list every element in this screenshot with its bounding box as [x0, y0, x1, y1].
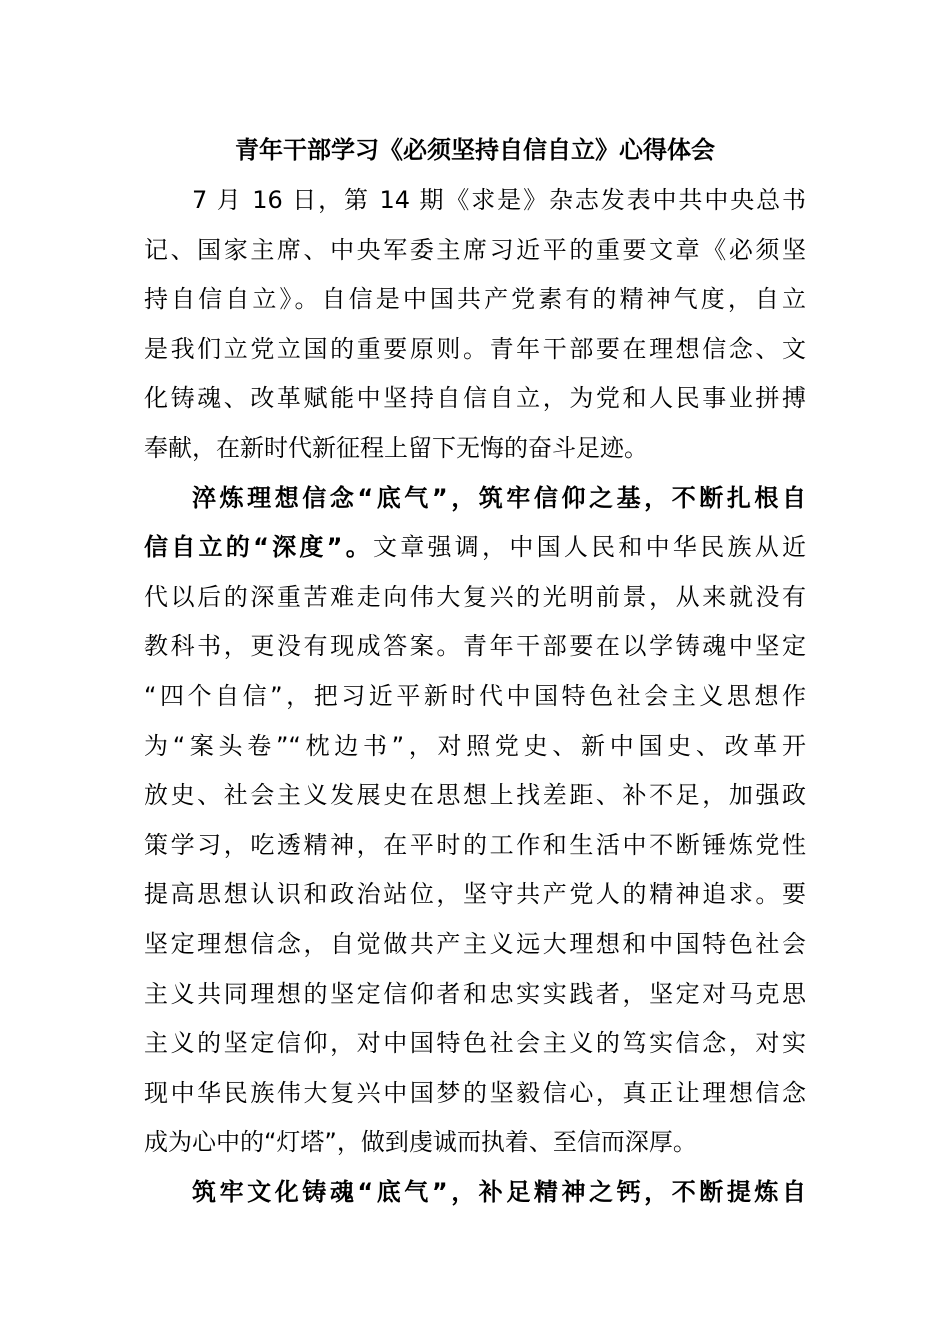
paragraph — [144, 474, 806, 1168]
body-text: 持自信自立》。自信是中国共产党素有的精神气度，自立 — [144, 285, 806, 314]
text-line — [144, 622, 806, 672]
text-line — [144, 1168, 806, 1218]
body-text: 是我们立党立国的重要原则。青年干部要在理想信念、文 — [144, 334, 806, 363]
text-line — [144, 821, 806, 871]
body-text: “四个自信”，把习近平新时代中国特色社会主义思想作 — [144, 681, 806, 710]
paragraph — [144, 1168, 806, 1218]
text-line — [144, 1118, 806, 1168]
body-text: 代以后的深重苦难走向伟大复兴的光明前景，从来就没有 — [144, 582, 806, 611]
text-line — [144, 325, 806, 375]
paragraph — [144, 176, 806, 474]
bold-heading-text: 筑牢文化铸魂“底气”，补足精神之钙，不断提炼自 — [192, 1177, 806, 1206]
text-line — [144, 920, 806, 970]
body-text: 文章强调，中国人民和中华民族从近 — [372, 533, 807, 562]
text-line — [144, 1069, 806, 1119]
text-line — [144, 1019, 806, 1069]
body-text: 7 月 16 日，第 14 期《求是》杂志发表中共中央总书 — [192, 186, 806, 214]
body-text: 为“案头卷”“枕边书”，对照党史、新中国史、改革开 — [144, 731, 806, 760]
text-line — [144, 970, 806, 1020]
body-text: 现中华民族伟大复兴中国梦的坚毅信心，真正让理想信念 — [144, 1078, 806, 1107]
body-text: 主义的坚定信仰，对中国特色社会主义的笃实信念，对实 — [144, 1029, 806, 1058]
body-text: 记、国家主席、中央军委主席习近平的重要文章《必须坚 — [144, 235, 806, 264]
body-text: 提高思想认识和政治站位，坚守共产党人的精神追求。要 — [144, 880, 806, 909]
document-body — [144, 176, 806, 1217]
text-line — [144, 176, 806, 226]
text-line — [144, 870, 806, 920]
text-line — [144, 424, 806, 474]
body-text: 策学习，吃透精神，在平时的工作和生活中不断锤炼党性 — [144, 830, 806, 859]
bold-heading-text: 淬炼理想信念“底气”，筑牢信仰之基，不断扎根自 — [192, 483, 806, 512]
text-line — [144, 275, 806, 325]
body-text: 成为心中的“灯塔”，做到虔诚而执着、至信而深厚。 — [144, 1128, 697, 1157]
text-line — [144, 474, 806, 524]
text-line — [144, 226, 806, 276]
body-text: 化铸魂、改革赋能中坚持自信自立，为党和人民事业拼搏 — [144, 384, 806, 413]
text-line — [144, 672, 806, 722]
body-text: 奉献，在新时代新征程上留下无悔的奋斗足迹。 — [144, 433, 648, 462]
text-line — [144, 523, 806, 573]
body-text: 主义共同理想的坚定信仰者和忠实实践者，坚定对马克思 — [144, 979, 806, 1008]
text-line — [144, 374, 806, 424]
text-line — [144, 722, 806, 772]
body-text: 放史、社会主义发展史在思想上找差距、补不足，加强政 — [144, 781, 806, 810]
body-text: 坚定理想信念，自觉做共产主义远大理想和中国特色社会 — [144, 929, 806, 958]
text-line — [144, 771, 806, 821]
body-text: 教科书，更没有现成答案。青年干部要在以学铸魂中坚定 — [144, 632, 806, 661]
bold-heading-text: 信自立的“深度”。 — [144, 533, 373, 562]
text-line — [144, 573, 806, 623]
document-title: 青年干部学习《必须坚持自信自立》心得体会 — [235, 136, 715, 164]
